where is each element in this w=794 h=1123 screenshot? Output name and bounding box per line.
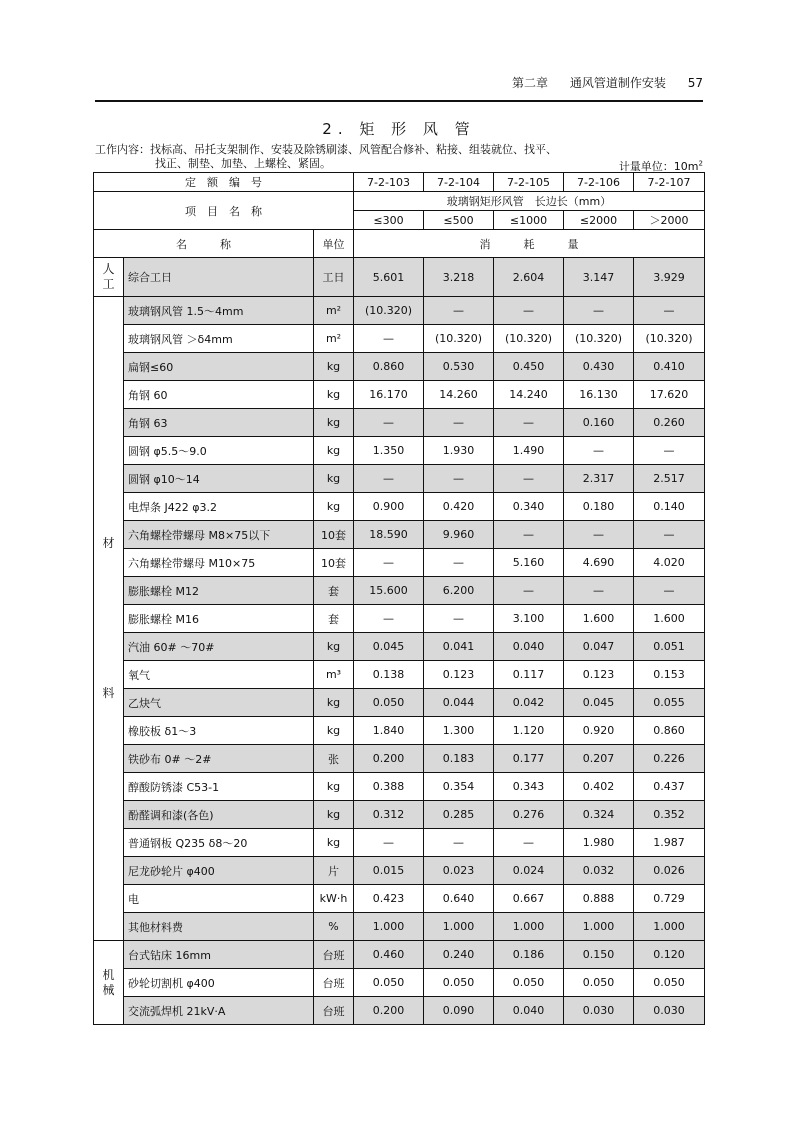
item-name: 角钢 60 xyxy=(124,381,314,409)
item-value: — xyxy=(354,465,424,493)
item-unit: kW·h xyxy=(314,885,354,913)
machine-section xyxy=(94,941,705,1025)
item-value: 0.860 xyxy=(354,353,424,381)
item-value: 0.090 xyxy=(424,997,494,1025)
table-row xyxy=(94,857,705,885)
item-value: — xyxy=(354,829,424,857)
item-value: 1.840 xyxy=(354,717,424,745)
item-name: 乙炔气 xyxy=(124,689,314,717)
item-value: 0.226 xyxy=(634,745,705,773)
item-value: 16.170 xyxy=(354,381,424,409)
item-unit: 套 xyxy=(314,577,354,605)
quota-code: 7-2-103 xyxy=(354,173,424,192)
item-value: 0.388 xyxy=(354,773,424,801)
item-value: 0.420 xyxy=(424,493,494,521)
item-value: (10.320) xyxy=(634,325,705,353)
item-value: (10.320) xyxy=(494,325,564,353)
item-value: — xyxy=(634,577,705,605)
quota-code: 7-2-107 xyxy=(634,173,705,192)
table-row xyxy=(94,913,705,941)
item-unit: m³ xyxy=(314,661,354,689)
chapter-title: 通风管道制作安装 xyxy=(569,76,666,90)
col-name-header: 名 称 xyxy=(94,230,314,258)
item-value: 0.045 xyxy=(564,689,634,717)
labor-section xyxy=(94,258,705,297)
item-value: 0.276 xyxy=(494,801,564,829)
work-content-line2: 找正、制垫、加垫、上螺栓、紧固。 xyxy=(155,157,331,170)
item-value: 1.980 xyxy=(564,829,634,857)
item-value: 0.023 xyxy=(424,857,494,885)
work-content-line1: 工作内容：找标高、吊托支架制作、安装及除锈刷漆、风管配合修补、粘接、组装就位、找平、 xyxy=(95,143,557,156)
item-value: 6.200 xyxy=(424,577,494,605)
item-value: 0.123 xyxy=(564,661,634,689)
item-name: 交流弧焊机 21kV·A xyxy=(124,997,314,1025)
item-value: 0.138 xyxy=(354,661,424,689)
item-value: 4.690 xyxy=(564,549,634,577)
item-value: 2.604 xyxy=(494,258,564,297)
item-name: 六角螺栓带螺母 M8×75以下 xyxy=(124,521,314,549)
item-value: 0.032 xyxy=(564,857,634,885)
table-header xyxy=(94,173,705,258)
item-value: — xyxy=(494,829,564,857)
item-name: 综合工日 xyxy=(124,258,314,297)
item-unit: 张 xyxy=(314,745,354,773)
quota-table xyxy=(93,172,705,1025)
item-value: 0.047 xyxy=(564,633,634,661)
table-row xyxy=(94,997,705,1025)
table-row xyxy=(94,745,705,773)
item-value: — xyxy=(494,409,564,437)
item-value: 0.160 xyxy=(564,409,634,437)
item-value: 0.180 xyxy=(564,493,634,521)
item-value: 2.317 xyxy=(564,465,634,493)
item-value: 0.041 xyxy=(424,633,494,661)
item-name: 尼龙砂轮片 φ400 xyxy=(124,857,314,885)
item-unit: m² xyxy=(314,297,354,325)
item-value: — xyxy=(564,577,634,605)
item-unit: 台班 xyxy=(314,997,354,1025)
item-value: 0.437 xyxy=(634,773,705,801)
item-unit: kg xyxy=(314,353,354,381)
item-name: 圆钢 φ10～14 xyxy=(124,465,314,493)
quota-code: 7-2-105 xyxy=(494,173,564,192)
item-value: 0.402 xyxy=(564,773,634,801)
running-header xyxy=(95,74,703,96)
unit-label: 计量单位：10m xyxy=(618,160,699,173)
table-row xyxy=(94,661,705,689)
item-name: 扁钢≤60 xyxy=(124,353,314,381)
item-value: 0.200 xyxy=(354,997,424,1025)
item-value: 3.100 xyxy=(494,605,564,633)
item-unit: kg xyxy=(314,437,354,465)
item-value: — xyxy=(564,521,634,549)
item-group-row xyxy=(94,192,705,211)
item-name: 汽油 60# ～70# xyxy=(124,633,314,661)
item-value: 0.920 xyxy=(564,717,634,745)
work-content xyxy=(95,143,703,171)
item-value: — xyxy=(494,577,564,605)
chapter-number: 第二章 xyxy=(512,76,549,90)
item-value: 0.040 xyxy=(494,997,564,1025)
item-value: — xyxy=(424,297,494,325)
item-value: 1.000 xyxy=(494,913,564,941)
quota-code: 7-2-106 xyxy=(564,173,634,192)
table-row xyxy=(94,258,705,297)
table-row xyxy=(94,829,705,857)
item-value: 4.020 xyxy=(634,549,705,577)
item-name: 醇酸防锈漆 C53-1 xyxy=(124,773,314,801)
item-value: 0.153 xyxy=(634,661,705,689)
item-value: 0.050 xyxy=(424,969,494,997)
item-value: 0.050 xyxy=(494,969,564,997)
item-unit: 10套 xyxy=(314,549,354,577)
table-row xyxy=(94,773,705,801)
item-unit: kg xyxy=(314,801,354,829)
item-value: 0.729 xyxy=(634,885,705,913)
item-value: — xyxy=(564,437,634,465)
section-title: 2. 矩 形 风 管 xyxy=(322,120,476,138)
item-value: — xyxy=(424,409,494,437)
category-material: 材 料 xyxy=(94,297,124,941)
item-value: 1.930 xyxy=(424,437,494,465)
item-name: 圆钢 φ5.5～9.0 xyxy=(124,437,314,465)
item-unit: kg xyxy=(314,409,354,437)
item-value: 0.352 xyxy=(634,801,705,829)
item-value: — xyxy=(424,829,494,857)
item-value: 0.140 xyxy=(634,493,705,521)
item-value: 0.040 xyxy=(494,633,564,661)
item-value: 3.147 xyxy=(564,258,634,297)
item-value: 0.044 xyxy=(424,689,494,717)
item-name: 玻璃钢风管 1.5～4mm xyxy=(124,297,314,325)
item-value: 1.350 xyxy=(354,437,424,465)
item-value: 0.900 xyxy=(354,493,424,521)
item-name: 其他材料费 xyxy=(124,913,314,941)
item-value: 1.120 xyxy=(494,717,564,745)
size-label: ≤500 xyxy=(424,211,494,230)
header-rule xyxy=(95,100,703,102)
item-value: 0.024 xyxy=(494,857,564,885)
item-unit: kg xyxy=(314,773,354,801)
item-label: 项 目 名 称 xyxy=(94,192,354,230)
item-value: — xyxy=(634,297,705,325)
item-value: 0.042 xyxy=(494,689,564,717)
item-value: 0.860 xyxy=(634,717,705,745)
item-name: 电 xyxy=(124,885,314,913)
item-value: 1.300 xyxy=(424,717,494,745)
item-value: 0.120 xyxy=(634,941,705,969)
size-label: ≤2000 xyxy=(564,211,634,230)
item-value: 0.050 xyxy=(634,969,705,997)
item-unit: 片 xyxy=(314,857,354,885)
item-value: (10.320) xyxy=(564,325,634,353)
item-name: 台式钻床 16mm xyxy=(124,941,314,969)
item-value: 0.423 xyxy=(354,885,424,913)
item-value: — xyxy=(634,437,705,465)
table-row xyxy=(94,941,705,969)
quota-code: 7-2-104 xyxy=(424,173,494,192)
unit-sup: 2 xyxy=(698,159,703,168)
item-name: 角钢 63 xyxy=(124,409,314,437)
item-value: 1.000 xyxy=(354,913,424,941)
item-value: — xyxy=(354,549,424,577)
item-value: 1.000 xyxy=(634,913,705,941)
item-unit: 台班 xyxy=(314,969,354,997)
item-value: — xyxy=(354,409,424,437)
item-name: 电焊条 J422 φ3.2 xyxy=(124,493,314,521)
item-value: 0.260 xyxy=(634,409,705,437)
column-header-row xyxy=(94,230,705,258)
item-name: 膨胀螺栓 M12 xyxy=(124,577,314,605)
item-value: (10.320) xyxy=(424,325,494,353)
item-value: 0.200 xyxy=(354,745,424,773)
item-unit: kg xyxy=(314,381,354,409)
size-label: ≤1000 xyxy=(494,211,564,230)
item-unit: 10套 xyxy=(314,521,354,549)
item-value: 0.030 xyxy=(634,997,705,1025)
item-value: 0.340 xyxy=(494,493,564,521)
item-name: 玻璃钢风管 ＞δ4mm xyxy=(124,325,314,353)
item-value: 0.050 xyxy=(564,969,634,997)
item-value: — xyxy=(354,325,424,353)
table-row xyxy=(94,465,705,493)
item-value: 14.240 xyxy=(494,381,564,409)
table-row xyxy=(94,409,705,437)
table-row xyxy=(94,381,705,409)
item-value: 1.000 xyxy=(564,913,634,941)
item-value: — xyxy=(354,605,424,633)
item-value: 0.177 xyxy=(494,745,564,773)
item-unit: % xyxy=(314,913,354,941)
table-row xyxy=(94,717,705,745)
item-value: 1.000 xyxy=(424,913,494,941)
item-value: 17.620 xyxy=(634,381,705,409)
item-value: 0.207 xyxy=(564,745,634,773)
table-row xyxy=(94,325,705,353)
item-value: 0.667 xyxy=(494,885,564,913)
item-value: 16.130 xyxy=(564,381,634,409)
material-section xyxy=(94,297,705,941)
item-value: 0.150 xyxy=(564,941,634,969)
item-unit: kg xyxy=(314,633,354,661)
table-row xyxy=(94,549,705,577)
item-value: 5.601 xyxy=(354,258,424,297)
item-unit: m² xyxy=(314,325,354,353)
table-row xyxy=(94,521,705,549)
item-value: — xyxy=(494,297,564,325)
item-value: 0.888 xyxy=(564,885,634,913)
item-value: 0.123 xyxy=(424,661,494,689)
item-unit: 工日 xyxy=(314,258,354,297)
item-value: 3.929 xyxy=(634,258,705,297)
item-value: 1.987 xyxy=(634,829,705,857)
item-name: 酚醛调和漆(各色) xyxy=(124,801,314,829)
item-unit: kg xyxy=(314,465,354,493)
item-value: 3.218 xyxy=(424,258,494,297)
item-unit: 套 xyxy=(314,605,354,633)
item-value: 0.410 xyxy=(634,353,705,381)
item-name: 六角螺栓带螺母 M10×75 xyxy=(124,549,314,577)
table-row xyxy=(94,437,705,465)
item-value: 0.640 xyxy=(424,885,494,913)
table-row xyxy=(94,493,705,521)
item-value: 0.240 xyxy=(424,941,494,969)
table-row xyxy=(94,577,705,605)
item-value: 18.590 xyxy=(354,521,424,549)
item-value: — xyxy=(424,605,494,633)
item-name: 砂轮切割机 φ400 xyxy=(124,969,314,997)
item-value: 2.517 xyxy=(634,465,705,493)
item-value: 0.050 xyxy=(354,689,424,717)
table-row xyxy=(94,689,705,717)
item-value: 15.600 xyxy=(354,577,424,605)
item-value: 0.050 xyxy=(354,969,424,997)
size-label: ≤300 xyxy=(354,211,424,230)
item-value: 0.026 xyxy=(634,857,705,885)
item-value: 0.460 xyxy=(354,941,424,969)
item-value: 0.530 xyxy=(424,353,494,381)
page-number: 57 xyxy=(687,76,703,90)
item-value: 0.015 xyxy=(354,857,424,885)
item-value: — xyxy=(424,465,494,493)
item-name: 铁砂布 0# ～2# xyxy=(124,745,314,773)
item-unit: kg xyxy=(314,689,354,717)
item-value: 0.051 xyxy=(634,633,705,661)
item-value: — xyxy=(424,549,494,577)
item-value: 0.354 xyxy=(424,773,494,801)
item-unit: kg xyxy=(314,717,354,745)
item-value: 0.430 xyxy=(564,353,634,381)
category-labor: 人 工 xyxy=(94,258,124,297)
item-value: 1.600 xyxy=(634,605,705,633)
item-name: 氧气 xyxy=(124,661,314,689)
col-consumption-header: 消 耗 量 xyxy=(354,230,705,258)
table-row xyxy=(94,297,705,325)
item-unit: 台班 xyxy=(314,941,354,969)
item-value: — xyxy=(634,521,705,549)
table-row xyxy=(94,969,705,997)
table-row xyxy=(94,801,705,829)
item-value: 0.285 xyxy=(424,801,494,829)
item-unit: kg xyxy=(314,493,354,521)
item-value: 5.160 xyxy=(494,549,564,577)
table-row xyxy=(94,633,705,661)
item-value: 0.186 xyxy=(494,941,564,969)
quota-code-row xyxy=(94,173,705,192)
item-value: 14.260 xyxy=(424,381,494,409)
item-value: 0.055 xyxy=(634,689,705,717)
item-value: 9.960 xyxy=(424,521,494,549)
item-name: 膨胀螺栓 M16 xyxy=(124,605,314,633)
category-machine: 机 械 xyxy=(94,941,124,1025)
item-value: 1.490 xyxy=(494,437,564,465)
item-value: 1.600 xyxy=(564,605,634,633)
item-value: — xyxy=(494,521,564,549)
item-value: 0.324 xyxy=(564,801,634,829)
item-value: 0.183 xyxy=(424,745,494,773)
item-name: 橡胶板 δ1～3 xyxy=(124,717,314,745)
item-value: 0.045 xyxy=(354,633,424,661)
size-label: ＞2000 xyxy=(634,211,705,230)
table-row xyxy=(94,605,705,633)
item-value: — xyxy=(564,297,634,325)
item-name: 普通钢板 Q235 δ8～20 xyxy=(124,829,314,857)
item-unit: kg xyxy=(314,829,354,857)
group-label: 玻璃钢矩形风管 长边长（mm） xyxy=(354,192,705,211)
item-value: 0.030 xyxy=(564,997,634,1025)
item-value: 0.343 xyxy=(494,773,564,801)
item-value: — xyxy=(494,465,564,493)
item-value: 0.117 xyxy=(494,661,564,689)
item-value: (10.320) xyxy=(354,297,424,325)
item-value: 0.312 xyxy=(354,801,424,829)
table-row xyxy=(94,885,705,913)
quota-label: 定 额 编 号 xyxy=(94,173,354,192)
item-value: 0.450 xyxy=(494,353,564,381)
table-row xyxy=(94,353,705,381)
col-unit-header: 单位 xyxy=(314,230,354,258)
